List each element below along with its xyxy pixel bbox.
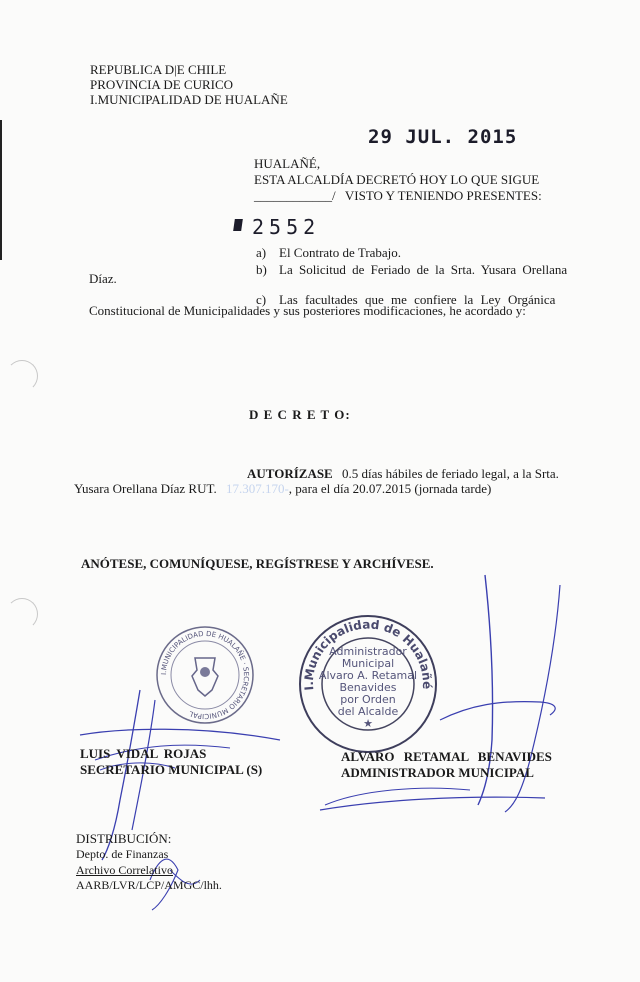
autorizase-date: , para el día 20.07.2015 (jornada tarde) bbox=[288, 481, 492, 496]
header-line-2: PROVINCIA DE CURICO bbox=[90, 77, 234, 92]
visto-c-text: Las facultades que me confiere la Ley Orgánica bbox=[279, 292, 556, 307]
decree-number: 2552 bbox=[252, 215, 321, 239]
seal-line-1: Administrador bbox=[329, 645, 407, 658]
visto-c-continuation: Constitucional de Municipalidades y sus posteriores modificaciones, he acordado y: bbox=[89, 303, 526, 318]
header-line-1: REPUBLICA D|E CHILE bbox=[90, 62, 227, 77]
distribution-item: AARB/LVR/LCP/AMGC/lhh. bbox=[76, 878, 222, 892]
visto-a-text: El Contrato de Trabajo. bbox=[279, 245, 402, 260]
visto-a-label: a) bbox=[256, 245, 267, 260]
decreto-heading: D E C R E T O: bbox=[249, 407, 351, 422]
seal-line-6: del Alcalde bbox=[337, 705, 399, 718]
visto-b-continuation: Díaz. bbox=[89, 271, 117, 286]
signatory-right-title: ADMINISTRADOR MUNICIPAL bbox=[341, 765, 534, 780]
signatory-right-name: ALVARO RETAMAL BENAVIDES bbox=[341, 749, 552, 764]
seal-line-4: Benavides bbox=[339, 681, 397, 694]
closing-statement: ANÓTESE, COMUNÍQUESE, REGÍSTRESE Y ARCHÍVESE. bbox=[81, 556, 434, 571]
autorizase-text: 0.5 días hábiles de feriado legal, a la Srta. bbox=[341, 466, 559, 481]
visto-b-label: b) bbox=[256, 262, 267, 277]
distribution-heading: DISTRIBUCIÓN: bbox=[76, 831, 172, 846]
date-stamp: 29 JUL. 2015 bbox=[368, 126, 518, 148]
signatory-left-name: LUIS VIDAL ROJAS bbox=[80, 746, 207, 761]
seal-line-5: por Orden bbox=[340, 693, 396, 706]
intro-line-2: ESTA ALCALDÍA DECRETÓ HOY LO QUE SIGUE bbox=[254, 172, 540, 187]
visto-c-label: c) bbox=[256, 292, 267, 307]
intro-blank: ____________/ bbox=[254, 188, 336, 203]
seal-line-2: Municipal bbox=[341, 657, 395, 670]
distribution-item: Archivo Correlativo bbox=[76, 863, 173, 877]
seal-star-icon: ★ bbox=[363, 717, 373, 730]
autorizase-keyword: AUTORÍZASE bbox=[247, 466, 333, 481]
distribution-item: Depto. de Finanzas bbox=[76, 847, 169, 861]
autorizase-name: Yusara Orellana Díaz RUT. bbox=[74, 481, 217, 496]
seal-left-text: I.MUNICIPALIDAD DE HUALAÑE · SECRETARIO MUNICIPAL bbox=[159, 629, 251, 721]
seal-right-ring-text: I.Municipalidad de Hualañé bbox=[301, 617, 435, 692]
header-line-3: I.MUNICIPALIDAD DE HUALAÑE bbox=[90, 92, 288, 107]
visto-b-text: La Solicitud de Feriado de la Srta. Yusara Orellana bbox=[279, 262, 568, 277]
seal-line-3: Alvaro A. Retamal bbox=[318, 669, 418, 682]
rut-redacted: 17.307.170- bbox=[225, 481, 289, 496]
signatory-left-title: SECRETARIO MUNICIPAL (S) bbox=[80, 762, 263, 777]
intro-place: HUALAÑÉ, bbox=[254, 156, 321, 171]
intro-visto: VISTO Y TENIENDO PRESENTES: bbox=[344, 188, 542, 203]
